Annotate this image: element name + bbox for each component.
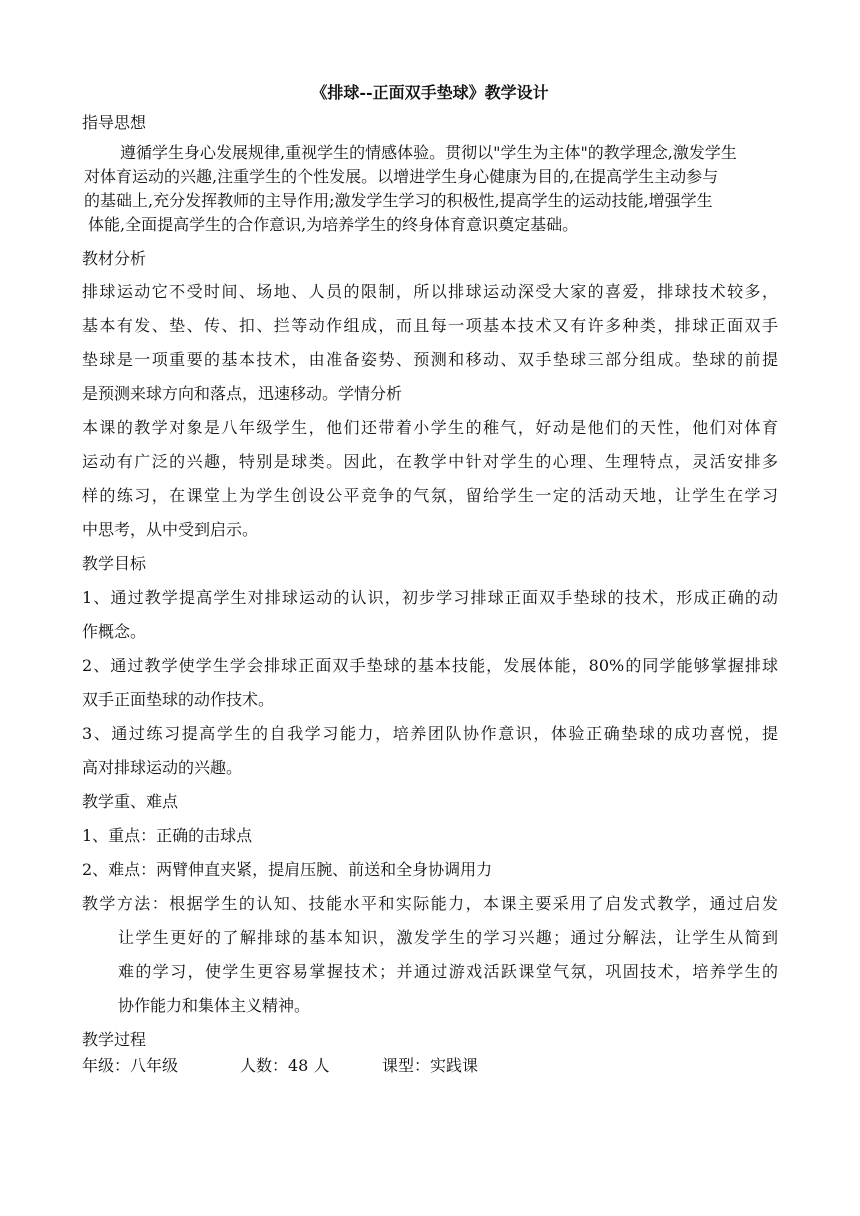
method-line: 让学生更好的了解排球的基本知识，激发学生的学习兴趣；通过分解法，让学生从简到 xyxy=(118,928,778,947)
paragraph-line: 样的练习，在课堂上为学生创设公平竞争的气氛，留给学生一定的活动天地，让学生在学习 xyxy=(82,486,778,505)
method-line: 教学方法：根据学生的认知、技能水平和实际能力，本课主要采用了启发式教学，通过启发 xyxy=(82,894,778,913)
goal-line: 双手正面垫球的动作技术。 xyxy=(82,690,275,709)
paragraph-line: 排球运动它不受时间、场地、人员的限制，所以排球运动深受大家的喜爱，排球技术较多， xyxy=(82,282,778,301)
goal-line: 作概念。 xyxy=(82,622,147,641)
paragraph-line: 中思考，从中受到启示。 xyxy=(82,520,259,539)
goal-line: 3、通过练习提高学生的自我学习能力，培养团队协作意识，体验正确垫球的成功喜悦，提 xyxy=(82,724,778,743)
document-title: 《排球--正面双手垫球》教学设计 xyxy=(311,83,549,102)
section-heading-key-difficult: 教学重、难点 xyxy=(82,792,179,811)
method-line: 难的学习，使学生更容易掌握技术；并通过游戏活跃课堂气氛，巩固技术，培养学生的 xyxy=(118,962,778,981)
grade-field: 年级：八年级 xyxy=(82,1056,179,1075)
method-line: 协作能力和集体主义精神。 xyxy=(118,996,311,1015)
paragraph-line: 遵循学生身心发展规律,重视学生的情感体验。贯彻以"学生为主体"的教学理念,激发学生 xyxy=(120,143,737,162)
paragraph-line: 垫球是一项重要的基本技术，由准备姿势、预测和移动、双手垫球三部分组成。垫球的前提 xyxy=(82,350,778,369)
section-heading-teaching-goals: 教学目标 xyxy=(82,554,147,573)
goal-line: 高对排球运动的兴趣。 xyxy=(82,758,243,777)
paragraph-line: 基本有发、垫、传、扣、拦等动作组成，而且每一项基本技术又有许多种类，排球正面双手 xyxy=(82,316,778,335)
paragraph-line: 本课的教学对象是八年级学生，他们还带着小学生的稚气，好动是他们的天性，他们对体育 xyxy=(82,418,778,437)
paragraph-line: 对体育运动的兴趣,注重学生的个性发展。以增进学生身心健康为目的,在提高学生主动参与 xyxy=(84,167,719,186)
section-heading-teaching-process: 教学过程 xyxy=(82,1030,147,1049)
difficult-point: 2、难点：两臂伸直夹紧，提肩压腕、前送和全身协调用力 xyxy=(82,860,493,879)
goal-line: 1、通过教学提高学生对排球运动的认识，初步学习排球正面双手垫球的技术，形成正确的动 xyxy=(82,588,778,607)
section-heading-guiding-idea: 指导思想 xyxy=(82,113,147,132)
lesson-type-field: 课型：实践课 xyxy=(382,1056,479,1075)
key-point: 1、重点：正确的击球点 xyxy=(82,826,253,845)
paragraph-line: 体能,全面提高学生的合作意识,为培养学生的终身体育意识奠定基础。 xyxy=(88,215,579,234)
student-count-field: 人数：48 人 xyxy=(240,1056,330,1075)
goal-line: 2、通过教学使学生学会排球正面双手垫球的基本技能，发展体能，80%的同学能够掌握排球 xyxy=(82,656,778,675)
paragraph-line: 是预测来球方向和落点，迅速移动。学情分析 xyxy=(82,384,403,403)
section-heading-material-analysis: 教材分析 xyxy=(82,249,147,268)
paragraph-line: 的基础上,充分发挥教师的主导作用;激发学生学习的积极性,提高学生的运动技能,增强学生 xyxy=(84,191,713,210)
paragraph-line: 运动有广泛的兴趣，特别是球类。因此，在教学中针对学生的心理、生理特点，灵活安排多 xyxy=(82,452,778,471)
